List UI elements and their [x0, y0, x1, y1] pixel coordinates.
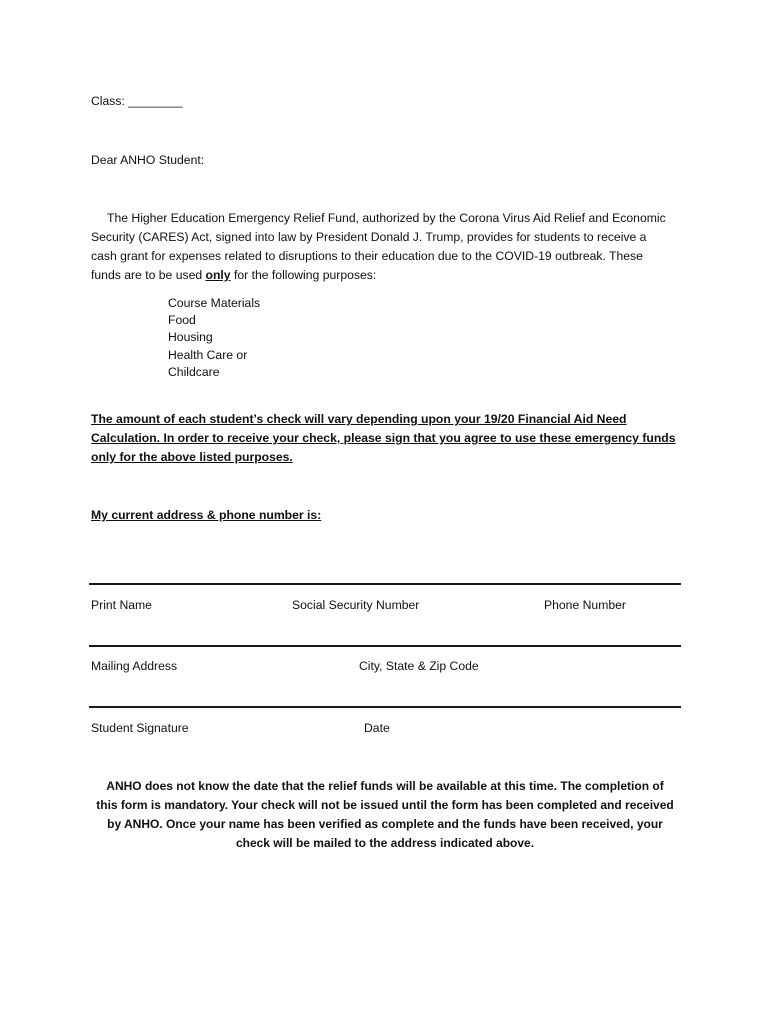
notice-line: only for the above listed purposes.: [91, 450, 293, 464]
student-signature-label: Student Signature: [91, 721, 189, 735]
address-line[interactable]: [89, 645, 681, 647]
intro-line: cash grant for expenses related to disruptions to their education due to the COVID-19 outbreak. These: [91, 249, 643, 263]
class-label: Class: ________: [91, 94, 183, 108]
date-label: Date: [364, 721, 390, 735]
list-item: Course Materials: [168, 296, 261, 310]
footer-line: check will be mailed to the address indicated above.: [235, 836, 535, 850]
list-item: Food: [168, 313, 196, 327]
intro-line: Security (CARES) Act, signed into law by President Donald J. Trump, provides for students to receive a: [91, 230, 647, 244]
notice-line: The amount of each student’s check will vary depending upon your 19/20 Financial Aid Need: [91, 412, 627, 426]
list-item: Childcare: [168, 365, 220, 379]
signature-line[interactable]: [89, 583, 681, 585]
notice-line: Calculation. In order to receive your check, please sign that you agree to use these emergency funds: [91, 431, 676, 445]
phone-label: Phone Number: [544, 598, 626, 612]
footer-line: ANHO does not know the date that the relief funds will be available at this time. The completion of: [106, 779, 664, 793]
footer-line: by ANHO. Once your name has been verified as complete and the funds have been received, your: [107, 817, 663, 831]
footer-line: this form is mandatory. Your check will not be issued until the form has been completed and received: [96, 798, 674, 812]
list-item: Health Care or: [168, 348, 248, 362]
print-name-label: Print Name: [91, 598, 152, 612]
ssn-label: Social Security Number: [292, 598, 420, 612]
intro-text: funds are to be used: [91, 268, 206, 282]
signature-line[interactable]: [89, 706, 681, 708]
mailing-address-label: Mailing Address: [91, 659, 178, 673]
city-state-zip-label: City, State & Zip Code: [359, 659, 479, 673]
list-item: Housing: [168, 330, 213, 344]
intro-text: for the following purposes:: [230, 268, 377, 282]
greeting: Dear ANHO Student:: [91, 153, 205, 167]
address-heading: My current address & phone number is:: [91, 508, 322, 522]
intro-line: The Higher Education Emergency Relief Fund, authorized by the Corona Virus Aid Relief and Economic: [107, 211, 666, 225]
emphasis-only: only: [205, 268, 231, 282]
intro-line: [91, 266, 376, 285]
